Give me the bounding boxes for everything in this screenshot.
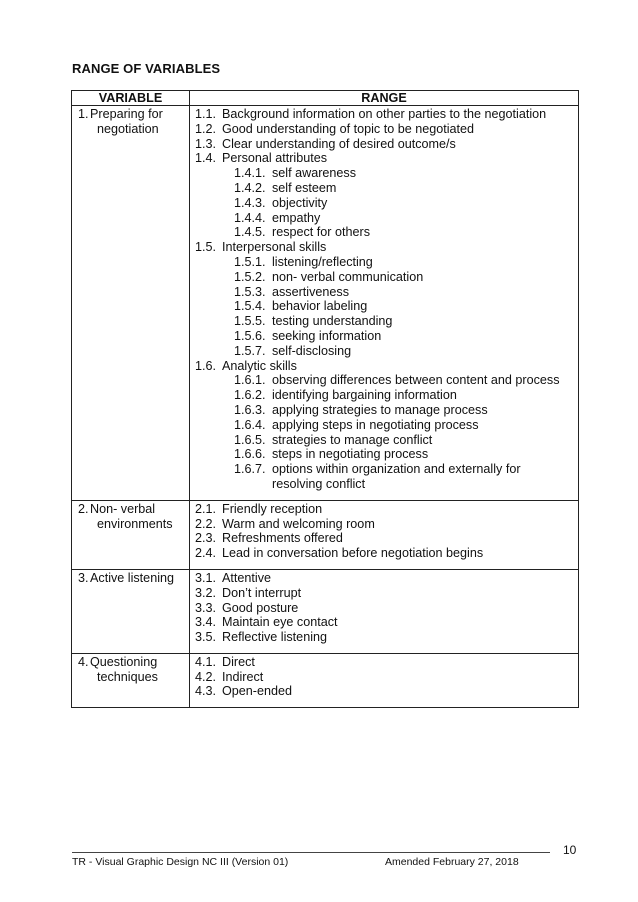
page-title: RANGE OF VARIABLES [72, 61, 221, 76]
item-number: 1.5.7. [234, 343, 266, 358]
item-text: strategies to manage conflict [272, 432, 433, 447]
range-item [195, 684, 576, 699]
item-number: 1.6.7. [234, 462, 266, 477]
variable-number: 2. [78, 501, 89, 516]
item-number: 2.2. [195, 516, 217, 531]
range-subitem [195, 285, 576, 300]
item-number: 3.2. [195, 585, 217, 600]
footer-amended-date: Amended February 27, 2018 [385, 856, 519, 868]
item-number: 1.6. [195, 358, 217, 373]
item-number: 1.6.2. [234, 388, 266, 403]
range-subitem [195, 181, 576, 196]
range-item [195, 601, 576, 616]
item-text: non- verbal communication [272, 269, 424, 284]
range-subitem [195, 447, 576, 462]
item-number: 4.3. [195, 684, 217, 699]
item-text: Lead in conversation before negotiation begins [222, 546, 484, 561]
variable-cell [72, 500, 190, 569]
range-subitem [195, 299, 576, 314]
item-text: Good understanding of topic to be negotiated [222, 121, 475, 136]
item-number: 1.5.3. [234, 284, 266, 299]
item-number: 1.4.4. [234, 210, 266, 225]
item-number: 4.1. [195, 654, 217, 669]
table-row [72, 500, 579, 569]
range-item [195, 655, 576, 670]
range-item [195, 630, 576, 645]
item-text: Indirect [222, 669, 264, 684]
item-number: 1.6.6. [234, 447, 266, 462]
item-text: options within organization and externally for [272, 462, 521, 477]
item-text: Personal attributes [222, 151, 328, 166]
item-text: listening/reflecting [272, 254, 373, 269]
item-text-continued: resolving conflict [272, 476, 366, 491]
item-number: 1.4.1. [234, 166, 266, 181]
variable-label-continued: techniques [97, 669, 158, 684]
item-number: 3.4. [195, 615, 217, 630]
range-item [195, 122, 576, 137]
range-item [195, 531, 576, 546]
item-text: behavior labeling [272, 299, 368, 314]
item-number: 1.5.2. [234, 269, 266, 284]
range-subitem [195, 314, 576, 329]
variable-label: Non- verbal [90, 501, 156, 516]
item-number: 2.3. [195, 531, 217, 546]
item-text: assertiveness [272, 284, 349, 299]
table-row [72, 569, 579, 653]
item-number: 1.6.5. [234, 432, 266, 447]
item-number: 4.2. [195, 669, 217, 684]
item-text: Refreshments offered [222, 531, 343, 546]
item-text: seeking information [272, 328, 382, 343]
header-range: RANGE [190, 91, 579, 106]
variable-label-continued: negotiation [97, 121, 159, 136]
item-text: Attentive [222, 570, 272, 585]
item-number: 1.5.1. [234, 254, 266, 269]
variable-number: 1. [78, 107, 89, 121]
item-number: 1.4. [195, 151, 217, 166]
item-number: 3.3. [195, 600, 217, 615]
footer-document-title: TR - Visual Graphic Design NC III (Version 01) [72, 856, 289, 868]
range-item [195, 615, 576, 630]
item-number: 1.4.2. [234, 180, 266, 195]
item-text: Background information on other parties to the negotiation [222, 107, 547, 121]
variable-cell [72, 569, 190, 653]
item-number: 1.1. [195, 107, 217, 121]
item-number: 1.2. [195, 121, 217, 136]
item-text: self esteem [272, 180, 337, 195]
item-text: empathy [272, 210, 321, 225]
range-subitem [195, 166, 576, 181]
range-item [195, 107, 576, 122]
item-number: 1.5.4. [234, 299, 266, 314]
item-text: applying steps in negotiating process [272, 417, 479, 432]
table-row [72, 653, 579, 707]
item-number: 3.1. [195, 570, 217, 585]
variable-label: Preparing for [90, 107, 163, 121]
range-item [195, 359, 576, 374]
item-number: 2.4. [195, 546, 217, 561]
range-cell [190, 653, 579, 707]
item-text: objectivity [272, 195, 328, 210]
item-number: 1.4.3. [234, 195, 266, 210]
item-number: 1.6.3. [234, 402, 266, 417]
item-text: Interpersonal skills [222, 240, 327, 255]
range-item [195, 151, 576, 166]
item-text: testing understanding [272, 314, 393, 329]
range-item [195, 670, 576, 685]
item-number: 1.5. [195, 240, 217, 255]
range-item [195, 586, 576, 601]
item-text: self awareness [272, 166, 356, 181]
variable-label: Active listening [90, 570, 174, 585]
item-text: identifying bargaining information [272, 388, 457, 403]
range-subitem [195, 270, 576, 285]
item-text: Direct [222, 654, 255, 669]
item-text: Open-ended [222, 684, 293, 699]
item-text: Don’t interrupt [222, 585, 302, 600]
item-text: Warm and welcoming room [222, 516, 375, 531]
range-subitem [195, 373, 576, 388]
item-number: 1.6.1. [234, 373, 266, 388]
variable-number: 4. [78, 654, 89, 669]
range-of-variables-table [71, 90, 579, 708]
range-subitem [195, 211, 576, 226]
header-variable: VARIABLE [72, 91, 190, 106]
item-text: Analytic skills [222, 358, 297, 373]
range-item [195, 571, 576, 586]
item-number: 1.5.6. [234, 328, 266, 343]
table-body [72, 106, 579, 708]
table-row [72, 106, 579, 501]
item-number: 1.6.4. [234, 417, 266, 432]
range-item [195, 137, 576, 152]
range-subitem [195, 225, 576, 240]
range-subitem [195, 433, 576, 448]
range-item [195, 546, 576, 561]
range-subitem [195, 196, 576, 211]
item-number: 1.5.5. [234, 314, 266, 329]
item-text: self-disclosing [272, 343, 352, 358]
item-number: 1.4.5. [234, 225, 266, 240]
range-cell [190, 500, 579, 569]
range-subitem [195, 418, 576, 433]
item-text: respect for others [272, 225, 370, 240]
page-number: 10 [563, 843, 577, 857]
footer-divider [72, 852, 550, 853]
range-subitem [195, 255, 576, 270]
item-number: 3.5. [195, 630, 217, 645]
item-text: Reflective listening [222, 630, 327, 645]
range-subitem [195, 403, 576, 418]
range-cell [190, 106, 579, 501]
range-cell [190, 569, 579, 653]
variable-label-continued: environments [97, 516, 173, 531]
item-text: Clear understanding of desired outcome/s [222, 136, 456, 151]
range-item [195, 517, 576, 532]
item-number: 1.3. [195, 136, 217, 151]
range-item [195, 240, 576, 255]
item-text: applying strategies to manage process [272, 402, 488, 417]
variable-cell [72, 653, 190, 707]
range-subitem [195, 388, 576, 403]
variable-number: 3. [78, 570, 89, 585]
item-text: Good posture [222, 600, 299, 615]
range-subitem [195, 462, 576, 477]
variable-cell [72, 106, 190, 501]
range-item [195, 502, 576, 517]
item-text: observing differences between content and process [272, 373, 560, 388]
item-text: Maintain eye contact [222, 615, 338, 630]
item-text: Friendly reception [222, 501, 323, 516]
range-subitem [195, 344, 576, 359]
table-header-row [72, 91, 579, 106]
item-number: 2.1. [195, 501, 217, 516]
range-subitem [195, 329, 576, 344]
item-text: steps in negotiating process [272, 447, 429, 462]
variable-label: Questioning [90, 654, 158, 669]
